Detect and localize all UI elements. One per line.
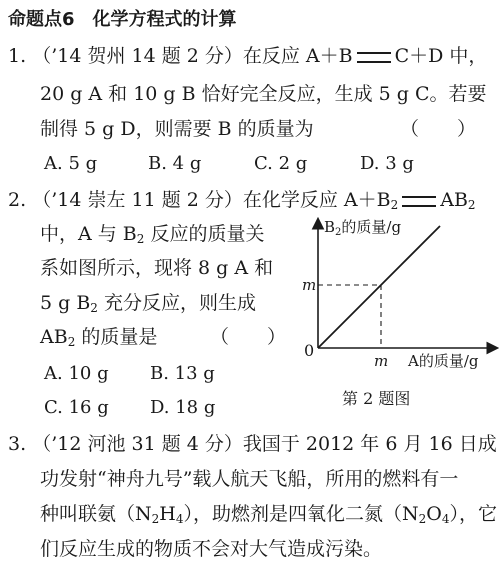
- question-2-line-4: 5 g $B_2$ 充分反应，则生成: [40, 292, 256, 315]
- question-1-number: 1.: [8, 45, 27, 67]
- question-1-option-d: D. 3 g: [360, 153, 414, 174]
- question-1-line-3: 制得 5 g D，则需要 B 的质量为: [40, 118, 314, 140]
- question-2-figure: [296, 214, 502, 374]
- question-2-option-b: B. 13 g: [150, 363, 215, 384]
- y-axis-label: $B_2$的质量/g: [324, 218, 402, 238]
- question-1-line-1: 1. （’14 贺州 14 题 2 分）在反应 A＋B C＋D 中，: [8, 45, 488, 67]
- data-line: [318, 226, 440, 348]
- x-tick-label-m: m: [374, 352, 389, 370]
- question-2-answer-blank: （ ）: [210, 326, 287, 348]
- question-2-option-a: A. 10 g: [44, 363, 109, 384]
- question-1-line-2: 20 g A 和 10 g B 恰好完全反应，生成 5 g C。若要: [40, 83, 487, 105]
- question-2-option-d: D. 18 g: [150, 397, 216, 418]
- question-2-number: 2.: [8, 189, 27, 211]
- question-3-number: 3.: [8, 433, 27, 455]
- figure-caption: 第 2 题图: [342, 389, 411, 408]
- question-3-line-2: 功发射“神舟九号”载人航天飞船，所用的燃料有一: [40, 468, 459, 490]
- x-axis-label: A的质量/g: [408, 352, 479, 370]
- y-tick-label-m: m: [302, 276, 317, 294]
- question-3-line-4: 们反应生成的物质不会对大气造成污染。: [40, 538, 383, 560]
- question-2-line-2: 中，A 与 $B_2$ 反应的质量关: [40, 223, 265, 246]
- question-1-answer-blank: （ ）: [400, 118, 477, 140]
- question-3-line-1: 3. （’12 河池 31 题 4 分）我国于 2012 年 6 月 16 日成: [8, 433, 497, 455]
- reaction-equals-sign: [357, 52, 391, 63]
- section-title: 命题点6 化学方程式的计算: [8, 9, 237, 30]
- question-2-line-5: $AB_2$ 的质量是: [40, 326, 158, 349]
- question-3-line-3: 种叫联氨$(N_2H_4)$，助燃剂是四氧化二氮$(N_2O_4)$，它: [40, 503, 498, 526]
- question-2-line-3: 系如图所示，现将 8 g A 和: [40, 257, 274, 279]
- question-1-option-a: A. 5 g: [44, 153, 98, 174]
- question-1-option-b: B. 4 g: [148, 153, 202, 174]
- origin-label: 0: [304, 341, 315, 360]
- question-2-line-1: 2. （’14 崇左 11 题 2 分）在化学反应 $A+B_2$ $AB_2$: [8, 189, 476, 212]
- question-2-option-c: C. 16 g: [44, 397, 109, 418]
- question-1-option-c: C. 2 g: [254, 153, 308, 174]
- reaction-equals-sign: [402, 196, 436, 207]
